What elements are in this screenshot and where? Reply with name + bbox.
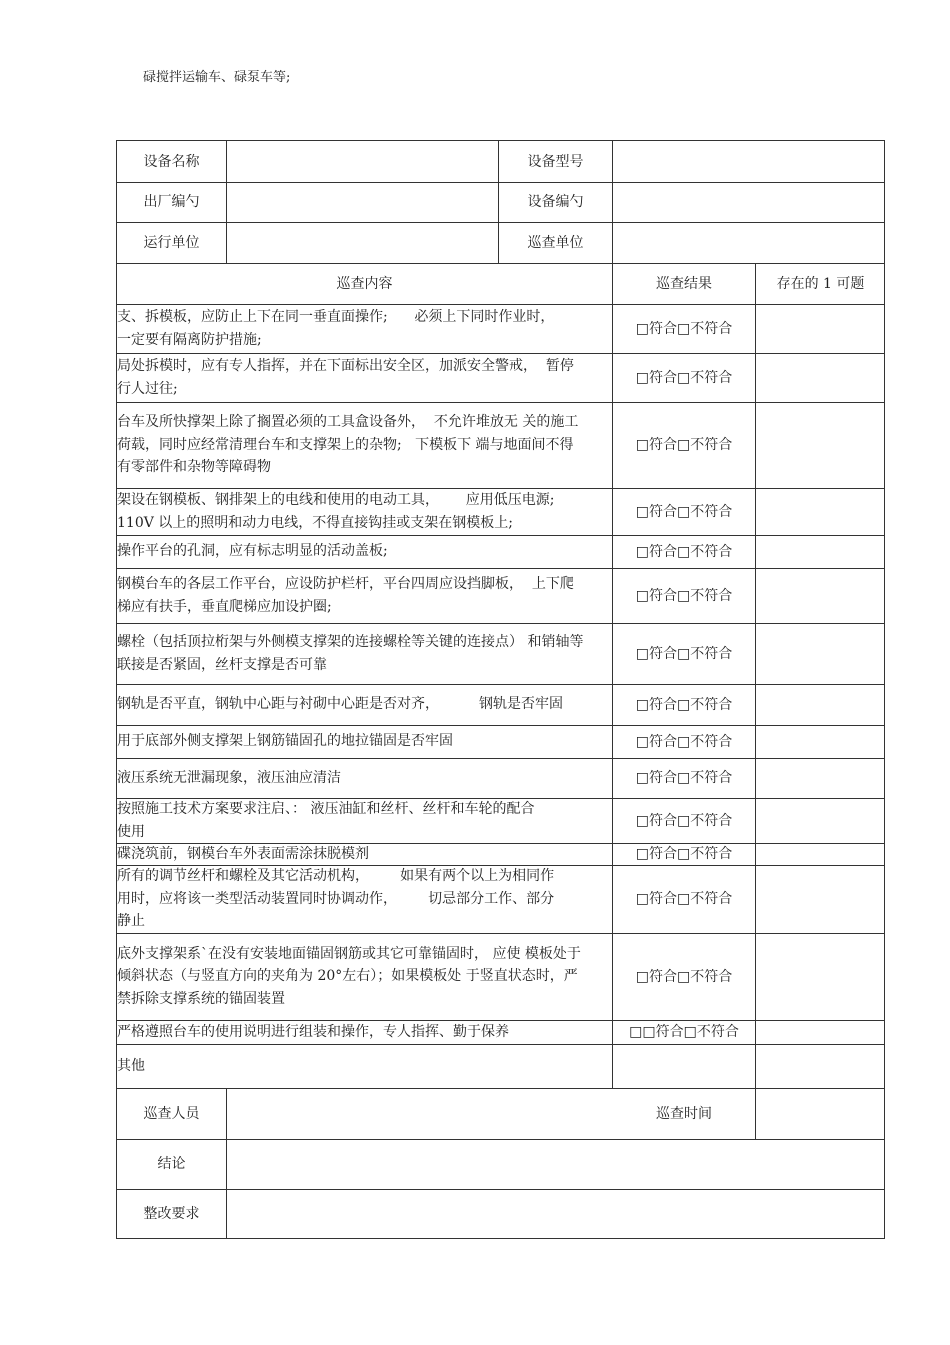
inspector-label: 巡查人员 bbox=[143, 1105, 200, 1122]
grid-line bbox=[117, 798, 885, 799]
inspection-item-issues-field[interactable] bbox=[756, 758, 885, 798]
inspection-unit-field[interactable] bbox=[613, 222, 885, 263]
inspection-item-content: 按照施工技术方案要求注启、： 液压油缸和丝杆、丝杆和车轮的配合 使用 bbox=[117, 801, 535, 840]
column-header-result: 巡查结果 bbox=[656, 275, 712, 292]
grid-line bbox=[117, 222, 885, 223]
grid-line bbox=[226, 1088, 227, 1239]
device-number-field[interactable] bbox=[613, 182, 885, 222]
inspection-item-result[interactable]: □符合□不符合 bbox=[635, 369, 733, 386]
grid-line bbox=[117, 1020, 885, 1021]
inspection-item-result[interactable]: □符合□不符合 bbox=[635, 437, 733, 453]
grid-line bbox=[117, 182, 885, 183]
inspection-item-content: 碟浇筑前，钢模台车外表面需涂抹脱模剂 bbox=[117, 845, 369, 862]
inspection-item-result[interactable] bbox=[613, 1044, 755, 1088]
inspection-item-issues-field[interactable] bbox=[756, 843, 885, 865]
inspection-item-content: 钢模台车的各层工作平台，应设防护栏杆，平台四周应设挡脚板， 上下爬 梯应有扶手，垂直爬梯应加设护圈; bbox=[117, 576, 574, 615]
grid-line bbox=[117, 865, 885, 866]
grid-line bbox=[117, 758, 885, 759]
operating-unit-field[interactable] bbox=[227, 222, 498, 263]
column-header-content: 巡查内容 bbox=[336, 275, 393, 292]
inspection-item-issues-field[interactable] bbox=[756, 353, 885, 402]
inspection-item-issues-field[interactable] bbox=[756, 623, 885, 684]
grid-line bbox=[498, 141, 499, 263]
inspection-item-issues-field[interactable] bbox=[756, 535, 885, 568]
inspection-item-content: 钢轨是否平直，钢轨中心距与衬砌中心距是否对齐， 钢轨是否牢固 bbox=[117, 696, 564, 713]
inspection-item-result[interactable]: □符合□不符合 bbox=[635, 812, 733, 829]
grid-line bbox=[117, 1088, 885, 1089]
factory-number-field[interactable] bbox=[227, 182, 498, 222]
equipment-name-field[interactable] bbox=[227, 141, 498, 182]
inspection-item-issues-field[interactable] bbox=[756, 304, 885, 353]
grid-line bbox=[117, 1139, 885, 1140]
equipment-model-field[interactable] bbox=[613, 141, 885, 182]
inspection-item-issues-field[interactable] bbox=[756, 488, 885, 535]
grid-line bbox=[117, 568, 885, 569]
grid-line bbox=[117, 1044, 885, 1045]
inspection-item-issues-field[interactable] bbox=[756, 568, 885, 623]
inspection-item-result[interactable]: □符合□不符合 bbox=[635, 891, 733, 907]
inspection-item-result[interactable]: □符合□不符合 bbox=[635, 696, 733, 713]
grid-line bbox=[117, 535, 885, 536]
inspection-item-result[interactable]: □符合□不符合 bbox=[635, 770, 733, 786]
inspection-item-content: 台车及所快撑架上除了搁置必须的工具盒设备外， 不允许堆放无 关的施工 荷载，同时应经常清理台车和支撑架上的杂物; 下模板下 端与地面间不得 有零部件和杂物等障碍物 bbox=[117, 414, 579, 476]
inspection-item-content: 支、拆模板，应防止上下在同一垂直面操作; 必须上下同时作业时， 一定要有隔离防护措施; bbox=[117, 309, 555, 348]
grid-line bbox=[117, 402, 885, 403]
inspection-item-issues-field[interactable] bbox=[756, 1044, 885, 1088]
inspector-field[interactable] bbox=[227, 1088, 612, 1139]
inspection-item-result[interactable]: □符合□不符合 bbox=[635, 733, 733, 750]
grid-line bbox=[117, 725, 885, 726]
inspection-item-result[interactable]: □符合□不符合 bbox=[635, 587, 733, 604]
inspection-item-result[interactable]: □符合□不符合 bbox=[635, 503, 733, 520]
inspection-item-content: 底外支撑架系`在没有安装地面锚固钢筋或其它可靠锚固时， 应使 模板处于 倾斜状态（与竖直方向的夹角为 20°左右）；如果模板处 于竖直状态时，严 禁拆除支撑系统的锚固装置 bbox=[117, 945, 581, 1007]
inspection-item-result[interactable]: □符合□不符合 bbox=[635, 543, 733, 560]
grid-line bbox=[226, 141, 227, 263]
column-header-issues: 存在的 1 可题 bbox=[776, 275, 865, 292]
inspection-item-result[interactable]: □符合□不符合 bbox=[635, 320, 733, 337]
header-note: 碌搅拌运输车、碌泵车等; bbox=[143, 70, 291, 85]
inspection-item-issues-field[interactable] bbox=[756, 933, 885, 1020]
grid-line bbox=[117, 623, 885, 624]
grid-line bbox=[117, 684, 885, 685]
inspection-item-issues-field[interactable] bbox=[756, 402, 885, 488]
inspection-unit-label: 巡查单位 bbox=[527, 234, 584, 251]
inspection-item-result[interactable]: □□符合□不符合 bbox=[629, 1024, 739, 1040]
inspection-item-issues-field[interactable] bbox=[756, 798, 885, 843]
inspection-item-content: 操作平台的孔洞，应有标志明显的活动盖板; bbox=[117, 543, 388, 560]
inspection-item-result[interactable]: □符合□不符合 bbox=[635, 846, 733, 862]
grid-line bbox=[117, 263, 885, 264]
inspection-item-result[interactable]: □符合□不符合 bbox=[635, 968, 733, 985]
inspection-item-content: 局处拆模时，应有专人指挥，并在下面标出安全区，加派安全警戒， 暂停 行人过往; bbox=[117, 358, 574, 397]
inspection-item-issues-field[interactable] bbox=[756, 684, 885, 725]
grid-line bbox=[117, 843, 885, 844]
inspection-time-label: 巡查时间 bbox=[656, 1105, 712, 1122]
rectification-label: 整改要求 bbox=[143, 1206, 200, 1222]
factory-number-label: 出厂编勺 bbox=[143, 194, 200, 210]
conclusion-label: 结论 bbox=[157, 1156, 186, 1172]
inspection-time-field[interactable] bbox=[756, 1088, 885, 1139]
inspection-item-content: 用于底部外侧支撑架上钢筋锚固孔的地拉锚固是否牢固 bbox=[117, 733, 453, 750]
conclusion-field[interactable] bbox=[227, 1139, 885, 1189]
grid-line bbox=[117, 488, 885, 489]
equipment-model-label: 设备型号 bbox=[527, 153, 584, 170]
inspection-item-content: 液压系统无泄漏现象，液压油应清洁 bbox=[117, 769, 341, 786]
inspection-item-issues-field[interactable] bbox=[756, 865, 885, 933]
grid-line bbox=[117, 933, 885, 934]
equipment-name-label: 设备名称 bbox=[143, 153, 200, 170]
grid-line bbox=[117, 1189, 885, 1190]
inspection-item-content: 所有的调节丝杆和螺栓及其它活动机构， 如果有两个以上为相同作 用时，应将该一类型活动装置同时协调动作， 切忌部分工作、部分 静止 bbox=[117, 868, 555, 930]
inspection-item-content: 其他 bbox=[117, 1057, 145, 1074]
inspection-form-table bbox=[116, 140, 885, 1239]
inspection-item-content: 架设在钢模板、钢排架上的电线和使用的电动工具， 应用低压电源; 110V 以上的照明和动力电线，不得直接钩挂或支架在钢模板上; bbox=[117, 492, 555, 531]
inspection-item-content: 严格遵照台车的使用说明进行组装和操作，专人指挥、勤于保养 bbox=[117, 1023, 509, 1040]
inspection-item-issues-field[interactable] bbox=[756, 1020, 885, 1044]
inspection-item-result[interactable]: □符合□不符合 bbox=[635, 645, 733, 662]
inspection-item-issues-field[interactable] bbox=[756, 725, 885, 758]
operating-unit-label: 运行单位 bbox=[143, 234, 200, 251]
rectification-field[interactable] bbox=[227, 1189, 885, 1239]
device-number-label: 设备编勺 bbox=[527, 194, 584, 210]
grid-line bbox=[117, 353, 885, 354]
inspection-item-content: 螺栓（包括顶拉桁架与外侧模支撑架的连接螺栓等关键的连接点） 和销轴等 联接是否紧固，丝杆支撑是否可靠 bbox=[117, 634, 584, 673]
